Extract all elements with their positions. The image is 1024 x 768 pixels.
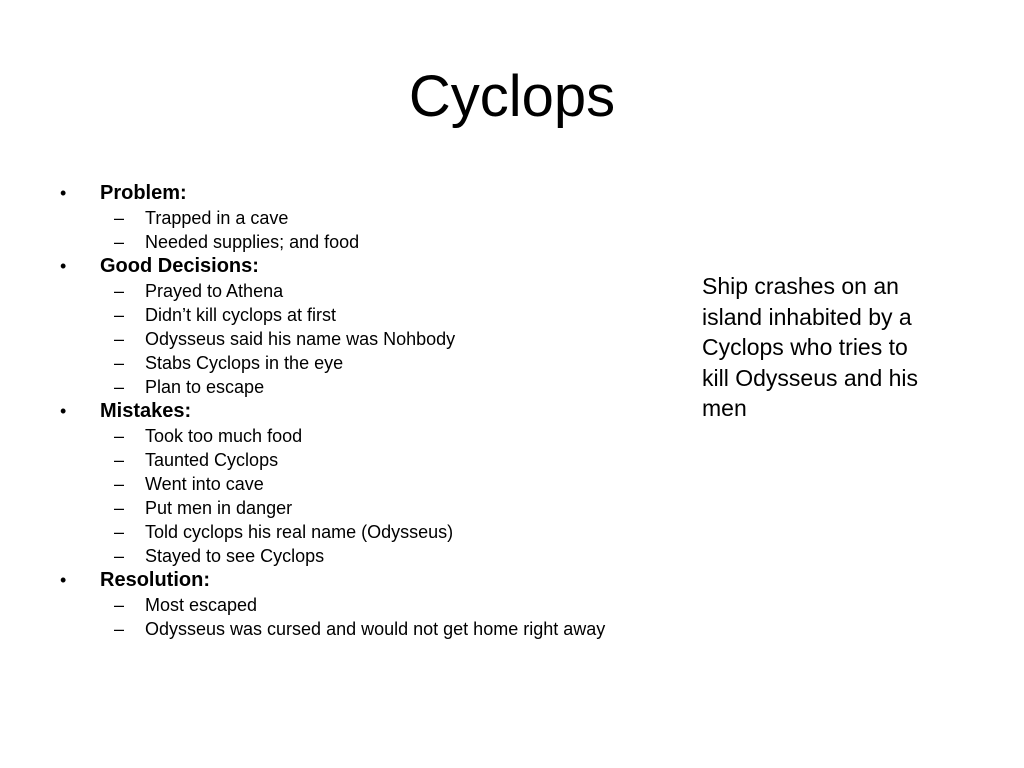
list-item-text: Trapped in a cave: [145, 208, 289, 228]
list-item-text: Most escaped: [145, 595, 258, 615]
list-item-text: Taunted Cyclops: [145, 450, 279, 470]
list-item-text: Took too much food: [145, 426, 303, 446]
section-good-decisions: [60, 254, 700, 399]
list-item: [60, 472, 700, 496]
list-item-text: Plan to escape: [145, 377, 265, 397]
dash-icon: –: [114, 595, 125, 615]
section-heading: Good Decisions:: [100, 255, 259, 277]
list-item-text: Needed supplies; and food: [145, 232, 360, 252]
list-item: [60, 327, 700, 351]
list-item-text: Odysseus was cursed and would not get home right away: [145, 619, 606, 639]
list-item: [60, 206, 700, 230]
section-heading: Mistakes:: [100, 400, 192, 422]
list-item: [60, 520, 700, 544]
bullet-icon: •: [60, 570, 67, 590]
dash-icon: –: [114, 377, 125, 397]
dash-icon: –: [114, 498, 125, 518]
section-heading-row: [60, 399, 700, 423]
list-item: [60, 593, 700, 617]
section-heading-row: [60, 181, 700, 205]
section-mistakes: [60, 399, 700, 568]
dash-icon: –: [114, 474, 125, 494]
list-item: [60, 424, 700, 448]
list-item-text: Went into cave: [145, 474, 264, 494]
list-item: [60, 544, 700, 568]
slide-title: Cyclops: [408, 64, 616, 129]
dash-icon: –: [114, 353, 125, 373]
list-item: [60, 303, 700, 327]
section-heading: Resolution:: [100, 569, 210, 591]
dash-icon: –: [114, 232, 125, 252]
dash-icon: –: [114, 305, 125, 325]
list-item: [60, 448, 700, 472]
section-heading-row: [60, 254, 700, 278]
dash-icon: –: [114, 329, 125, 349]
list-item: [60, 351, 700, 375]
list-item: [60, 617, 700, 641]
list-item-text: Prayed to Athena: [145, 281, 284, 301]
dash-icon: –: [114, 619, 125, 639]
dash-icon: –: [114, 522, 125, 542]
list-item: [60, 230, 700, 254]
bullet-list: [60, 181, 700, 641]
list-item: [60, 496, 700, 520]
dash-icon: –: [114, 546, 125, 566]
dash-icon: –: [114, 450, 125, 470]
list-item-text: Didn’t kill cyclops at first: [145, 305, 337, 325]
list-item-text: Told cyclops his real name (Odysseus): [145, 522, 454, 542]
bullet-icon: •: [60, 401, 67, 421]
list-item: [60, 279, 700, 303]
section-problem: [60, 181, 700, 254]
bullet-icon: •: [60, 183, 67, 203]
list-item-text: Stayed to see Cyclops: [145, 546, 325, 566]
dash-icon: –: [114, 281, 125, 301]
dash-icon: –: [114, 208, 125, 228]
list-item-text: Put men in danger: [145, 498, 293, 518]
section-resolution: [60, 568, 700, 641]
dash-icon: –: [114, 426, 125, 446]
list-item: [60, 375, 700, 399]
section-heading: Problem:: [100, 182, 187, 204]
section-heading-row: [60, 568, 700, 592]
list-item-text: Odysseus said his name was Nohbody: [145, 329, 456, 349]
side-note-text: Ship crashes on an island inhabited by a Cyclops who tries to kill Odysseus and his men: [702, 273, 919, 421]
bullet-icon: •: [60, 256, 67, 276]
list-item-text: Stabs Cyclops in the eye: [145, 353, 344, 373]
